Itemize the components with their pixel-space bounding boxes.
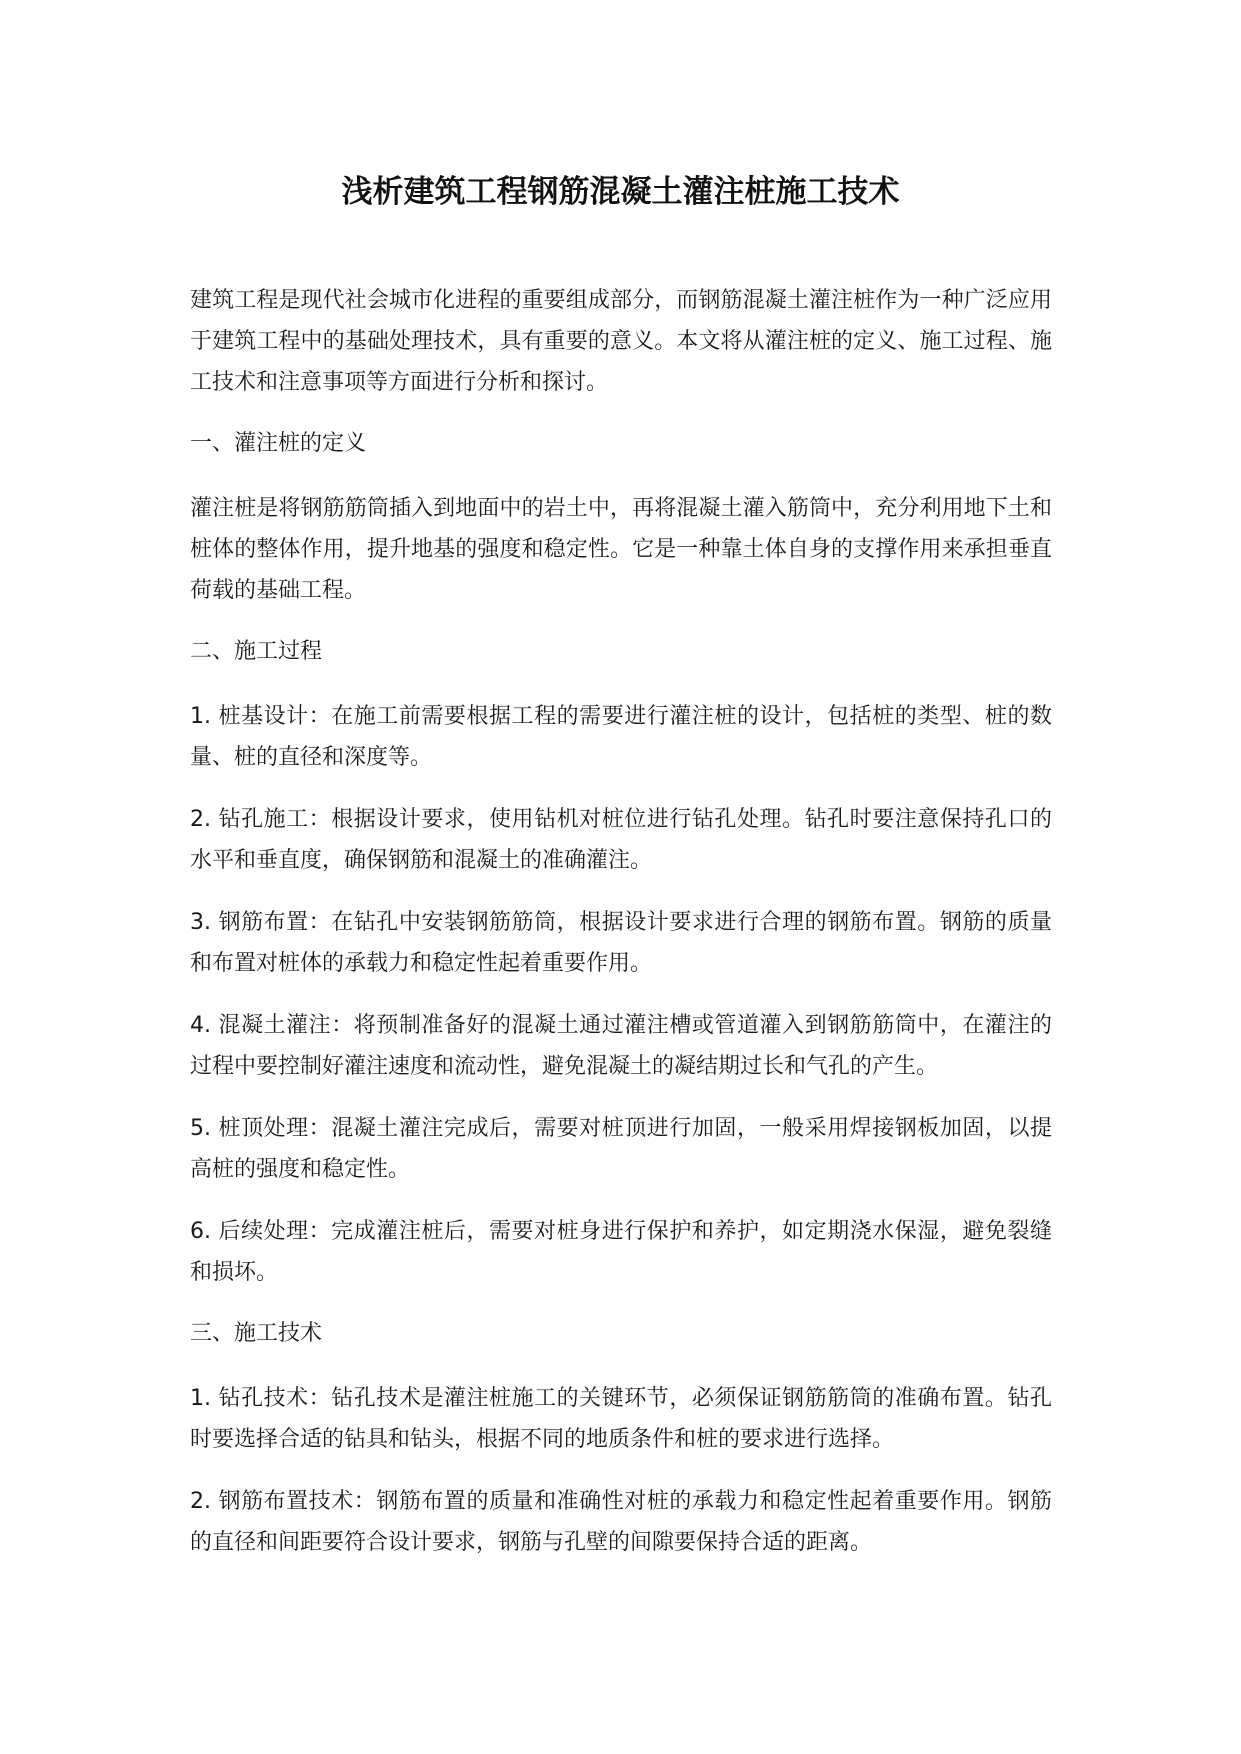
definition-paragraph: 灌注桩是将钢筋筋筒插入到地面中的岩土中，再将混凝土灌入筋筒中，充分利用地下土和桩体的整体作用，提升地基的强度和稳定性。它是一种靠土体自身的支撑作用来承担垂直荷载的基础工程。 bbox=[190, 496, 1052, 603]
section-heading-technique: 三、施工技术 bbox=[190, 1321, 323, 1346]
document-title: 浅析建筑工程钢筋混凝土灌注桩施工技术 bbox=[341, 174, 900, 210]
section-heading-process: 二、施工过程 bbox=[190, 639, 323, 664]
section-heading-definition: 一、灌注桩的定义 bbox=[190, 431, 367, 456]
technique-item-2: 2. 钢筋布置技术：钢筋布置的质量和准确性对桩的承载力和稳定性起着重要作用。钢筋的直径和间距要符合设计要求，钢筋与孔壁的间隙要保持合适的距离。 bbox=[190, 1489, 1052, 1555]
process-item-5: 5. 桩顶处理：混凝土灌注完成后，需要对桩顶进行加固，一般采用焊接钢板加固，以提高桩的强度和稳定性。 bbox=[190, 1116, 1052, 1182]
process-item-4: 4. 混凝土灌注：将预制准备好的混凝土通过灌注槽或管道灌入到钢筋筋筒中，在灌注的过程中要控制好灌注速度和流动性，避免混凝土的凝结期过长和气孔的产生。 bbox=[190, 1013, 1052, 1079]
process-item-2: 2. 钻孔施工：根据设计要求，使用钻机对桩位进行钻孔处理。钻孔时要注意保持孔口的水平和垂直度，确保钢筋和混凝土的准确灌注。 bbox=[190, 807, 1052, 873]
process-item-3: 3. 钢筋布置：在钻孔中安装钢筋筋筒，根据设计要求进行合理的钢筋布置。钢筋的质量和布置对桩体的承载力和稳定性起着重要作用。 bbox=[190, 910, 1052, 976]
process-item-1: 1. 桩基设计：在施工前需要根据工程的需要进行灌注桩的设计，包括桩的类型、桩的数量、桩的直径和深度等。 bbox=[190, 704, 1052, 770]
intro-paragraph: 建筑工程是现代社会城市化进程的重要组成部分，而钢筋混凝土灌注桩作为一种广泛应用于建筑工程中的基础处理技术，具有重要的意义。本文将从灌注桩的定义、施工过程、施工技术和注意事项等方面进行分析和探讨。 bbox=[190, 288, 1052, 395]
technique-item-1: 1. 钻孔技术：钻孔技术是灌注桩施工的关键环节，必须保证钢筋筋筒的准确布置。钻孔时要选择合适的钻具和钻头，根据不同的地质条件和桩的要求进行选择。 bbox=[190, 1386, 1052, 1452]
process-item-6: 6. 后续处理：完成灌注桩后，需要对桩身进行保护和养护，如定期浇水保湿，避免裂缝和损坏。 bbox=[190, 1219, 1052, 1285]
document-body bbox=[190, 280, 1052, 1584]
